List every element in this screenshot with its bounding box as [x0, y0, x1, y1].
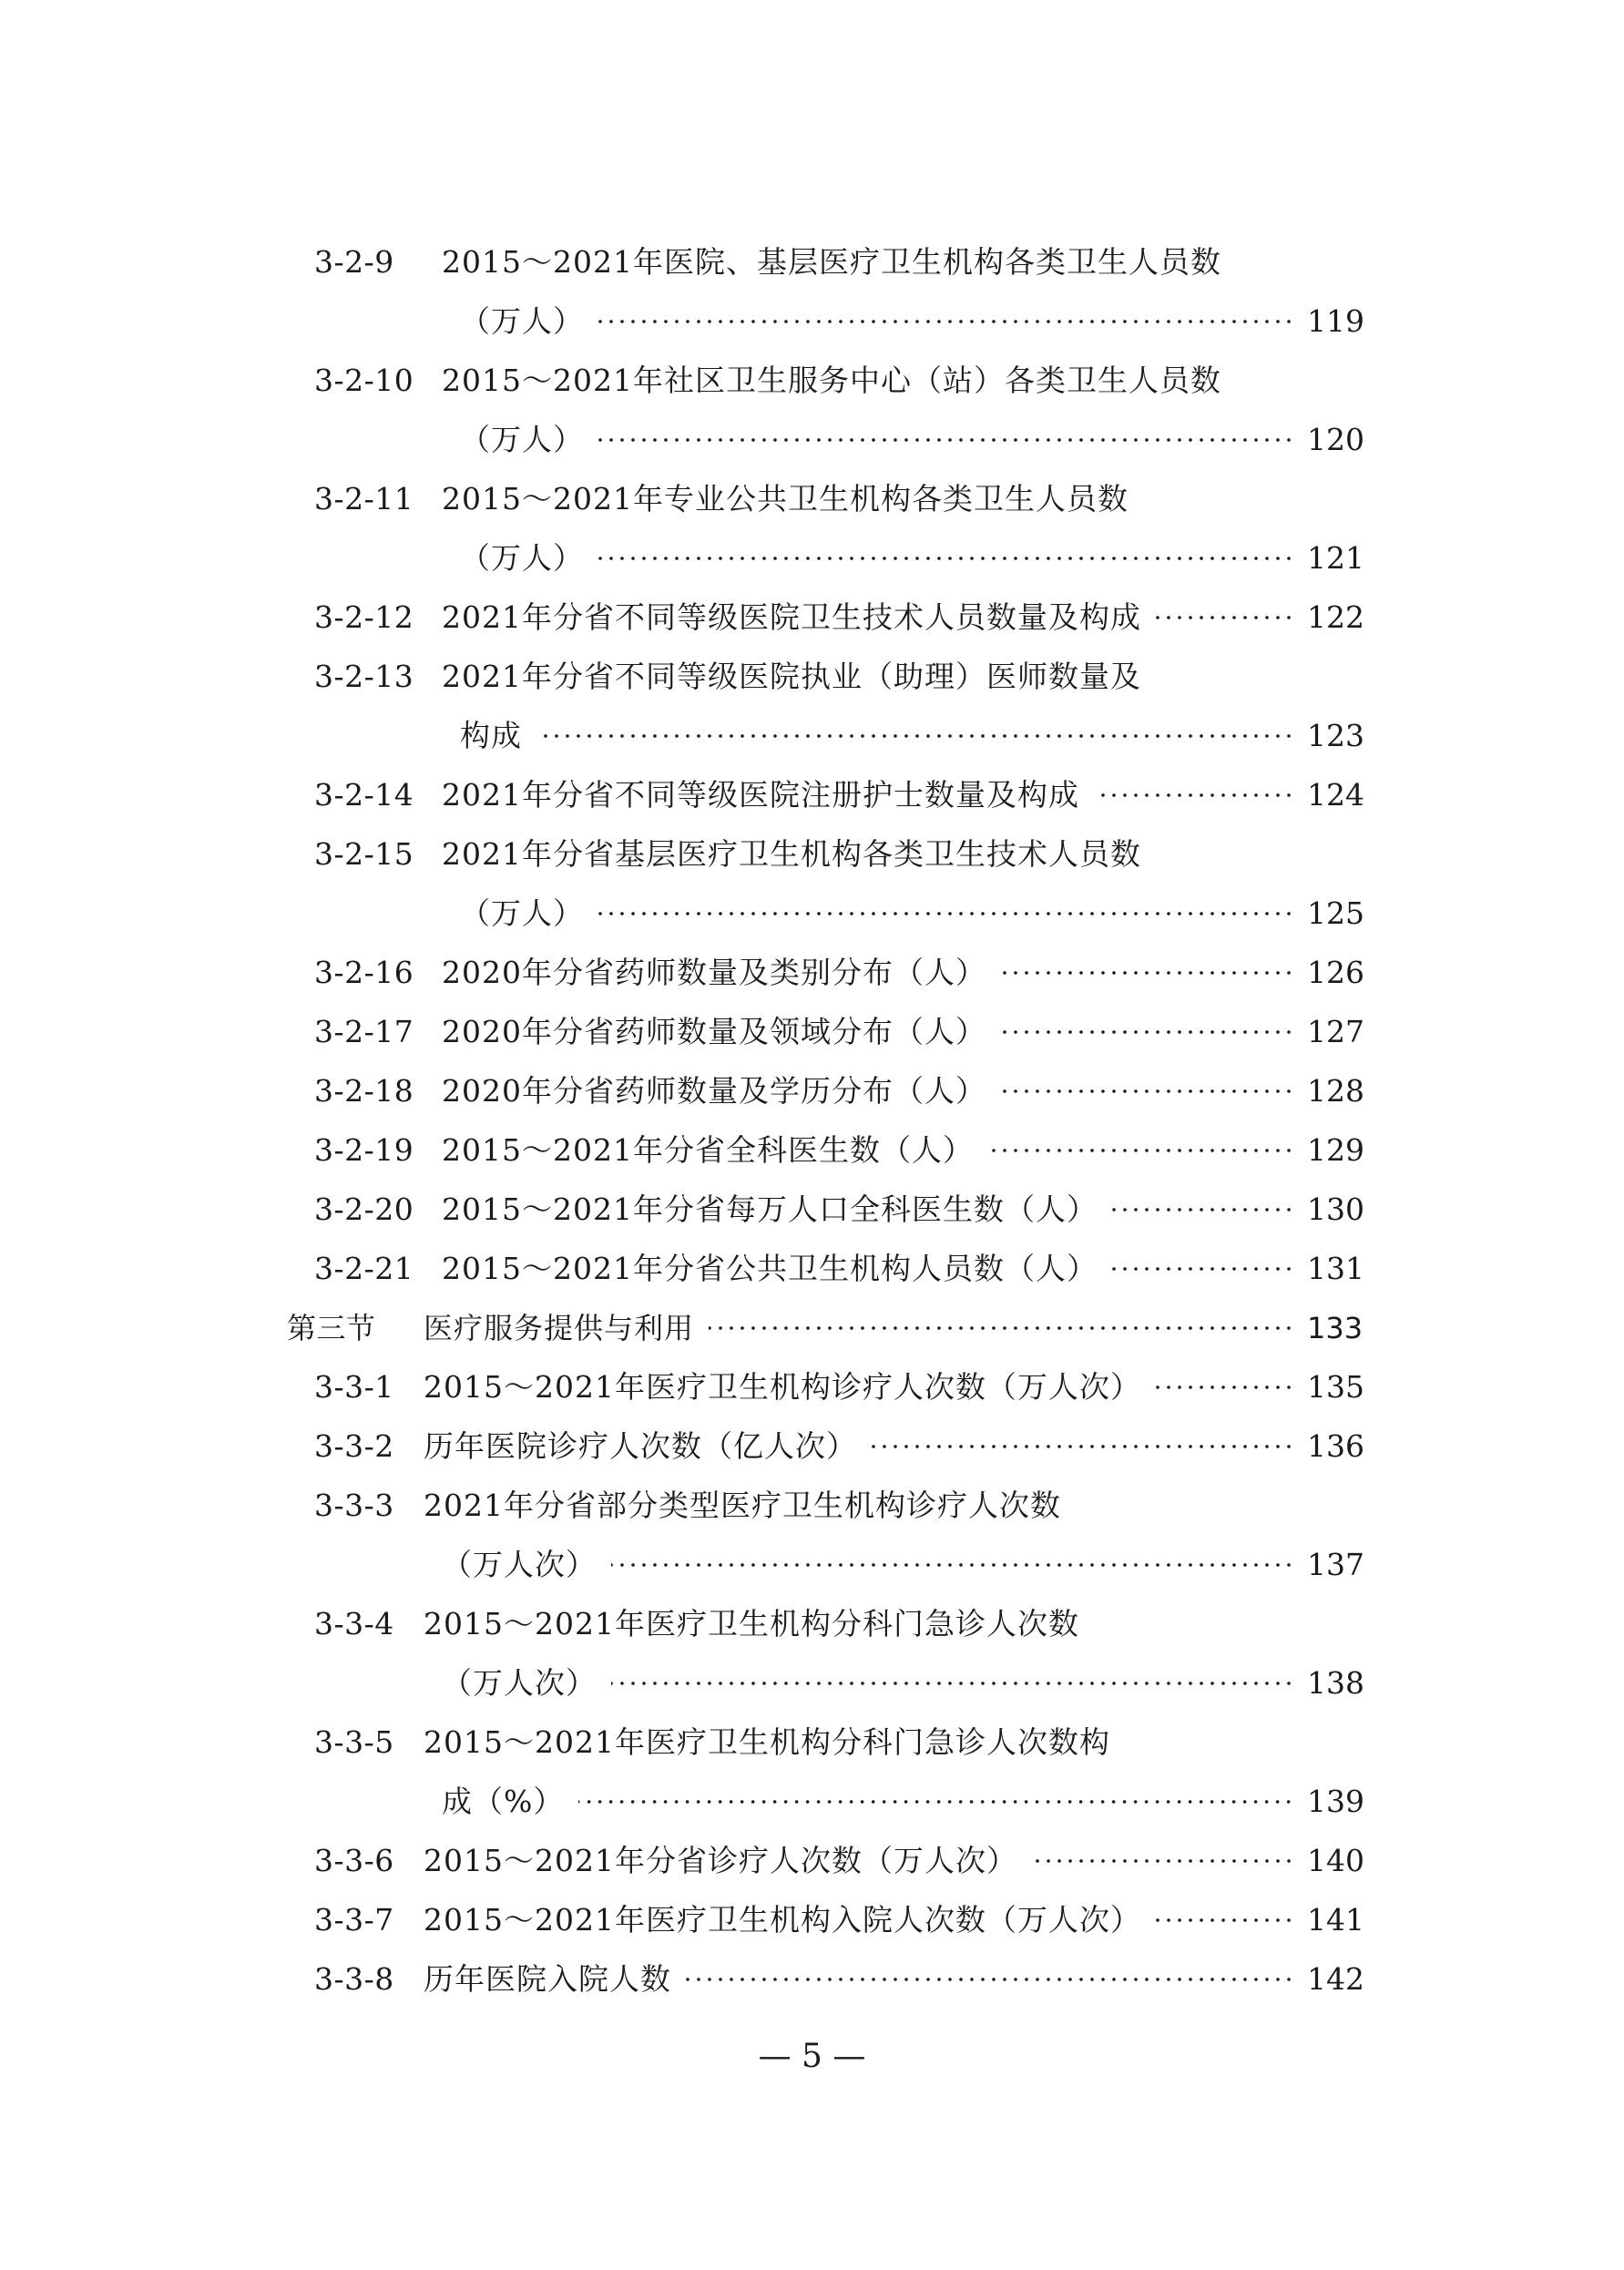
toc-entry[interactable]: [314, 1123, 1362, 1178]
toc-page-number: 140: [1307, 1843, 1364, 1878]
dot-leader: [598, 437, 1294, 443]
toc-entry-number: 3-3-2: [314, 1428, 394, 1464]
toc-entry-number: 3-2-17: [314, 1014, 414, 1049]
dot-leader: [1032, 1858, 1294, 1864]
toc-entry-title: 2015～2021年社区卫生服务中心（站）各类卫生人员数: [442, 363, 1221, 398]
toc-entry-title: 2015～2021年分省公共卫生机构人员数（人）: [442, 1251, 1098, 1286]
toc-entry[interactable]: [314, 1360, 1362, 1415]
toc-entry-title: 2021年分省基层医疗卫生机构各类卫生技术人员数: [442, 836, 1141, 872]
toc-page-number: 135: [1307, 1369, 1364, 1405]
dot-leader: [988, 1148, 1294, 1153]
toc-page-number: 130: [1307, 1191, 1364, 1227]
dot-leader: [598, 319, 1294, 324]
toc-entry-number: 3-2-18: [314, 1073, 414, 1109]
toc-entry-number: 3-2-9: [314, 244, 394, 280]
dot-leader: [1156, 1917, 1294, 1923]
toc-entry-title: 2015～2021年专业公共卫生机构各类卫生人员数: [442, 481, 1129, 516]
toc-entry-number: 3-3-6: [314, 1843, 394, 1878]
dot-leader: [598, 556, 1294, 561]
toc-entry-title: 2015～2021年医疗卫生机构入院人次数（万人次）: [424, 1902, 1141, 1938]
toc-section-heading[interactable]: [287, 1301, 1362, 1355]
toc-entry-number: 3-2-12: [314, 599, 414, 635]
dot-leader: [611, 1681, 1294, 1686]
dot-leader: [686, 1977, 1294, 1982]
toc-page-number: 139: [1307, 1784, 1364, 1819]
toc-entry-title: （万人）: [460, 540, 584, 576]
toc-entry-number: 3-2-13: [314, 659, 414, 694]
toc-entry-title: 成（%）: [442, 1784, 565, 1819]
toc-entry[interactable]: [314, 649, 1362, 704]
toc-entry-continuation[interactable]: [314, 294, 1362, 349]
dot-leader: [872, 1444, 1294, 1449]
toc-entry-title: 2021年分省不同等级医院卫生技术人员数量及构成: [442, 599, 1141, 635]
toc-entry-number: 3-2-15: [314, 836, 414, 872]
toc-entry[interactable]: [314, 1064, 1362, 1119]
toc-page-number: 138: [1307, 1665, 1364, 1701]
dot-leader: [1001, 1029, 1294, 1035]
toc-page-number: 127: [1307, 1014, 1364, 1049]
dot-leader: [578, 1799, 1294, 1805]
toc-entry-number: 3-2-19: [314, 1132, 414, 1168]
toc-entry-continuation[interactable]: [314, 1656, 1362, 1711]
toc-entry[interactable]: [314, 946, 1362, 1000]
toc-entry-number: 3-3-7: [314, 1902, 394, 1938]
toc-entry-number: 第三节: [287, 1311, 376, 1345]
toc-entry-number: 3-2-11: [314, 481, 414, 516]
toc-page-number: 124: [1307, 777, 1364, 813]
toc-entry-number: 3-3-3: [314, 1488, 394, 1523]
toc-entry-title: 2021年分省部分类型医疗卫生机构诊疗人次数: [424, 1488, 1061, 1523]
toc-page-number: 120: [1307, 422, 1364, 457]
dot-leader: [1001, 970, 1294, 976]
toc-entry-title: （万人）: [460, 422, 584, 457]
toc-page-number: 126: [1307, 955, 1364, 990]
toc-page-number: 122: [1307, 599, 1364, 635]
dot-leader: [1112, 1266, 1294, 1272]
toc-entry[interactable]: [314, 1952, 1362, 2007]
toc-entry[interactable]: [314, 1715, 1362, 1770]
toc-page-number: 129: [1307, 1132, 1364, 1168]
toc-entry-title: 2015～2021年分省全科医生数（人）: [442, 1132, 974, 1168]
toc-entry-title: 2020年分省药师数量及领域分布（人）: [442, 1014, 986, 1049]
toc-entry-continuation[interactable]: [314, 531, 1362, 586]
toc-entry-number: 3-3-8: [314, 1961, 394, 1997]
toc-page-number: 131: [1307, 1251, 1364, 1286]
toc-entry-title: （万人）: [460, 303, 584, 339]
toc-entry[interactable]: [314, 1182, 1362, 1237]
dot-leader: [611, 1562, 1294, 1568]
toc-page-number: 123: [1307, 718, 1364, 753]
toc-entry-title: （万人次）: [442, 1665, 597, 1701]
toc-entry-continuation[interactable]: [314, 886, 1362, 941]
toc-entry[interactable]: [314, 353, 1362, 408]
toc-entry-number: 3-3-4: [314, 1606, 394, 1641]
toc-entry-title: 2015～2021年分省每万人口全科医生数（人）: [442, 1191, 1098, 1227]
toc-page-number: 119: [1307, 303, 1364, 339]
toc-entry[interactable]: [314, 472, 1362, 527]
toc-entry[interactable]: [314, 235, 1362, 290]
toc-entry-title: 2015～2021年医疗卫生机构分科门急诊人次数构: [424, 1724, 1110, 1760]
toc-page-number: 133: [1307, 1311, 1364, 1345]
toc-entry-title: 构成: [460, 718, 522, 753]
toc-entry[interactable]: [314, 1597, 1362, 1651]
toc-entry-title: 2015～2021年医疗卫生机构分科门急诊人次数: [424, 1606, 1079, 1641]
toc-entry[interactable]: [314, 1834, 1362, 1888]
toc-page-number: 141: [1307, 1902, 1364, 1938]
toc-page-number: 142: [1307, 1961, 1364, 1997]
toc-entry-number: 3-2-14: [314, 777, 414, 813]
toc-entry-number: 3-2-20: [314, 1191, 414, 1227]
toc-entry-number: 3-3-5: [314, 1724, 394, 1760]
toc-entry-number: 3-2-21: [314, 1251, 414, 1286]
toc-entry-title: 2015～2021年分省诊疗人次数（万人次）: [424, 1843, 1017, 1878]
toc-entry-number: 3-2-16: [314, 955, 414, 990]
dot-leader: [1112, 1207, 1294, 1212]
toc-entry-continuation[interactable]: [314, 413, 1362, 467]
toc-entry-continuation[interactable]: [314, 1538, 1362, 1592]
toc-entry-title: 2015～2021年医疗卫生机构诊疗人次数（万人次）: [424, 1369, 1141, 1405]
toc-entry-number: 3-2-10: [314, 363, 414, 398]
dot-leader: [709, 1325, 1294, 1331]
toc-entry-number: 3-3-1: [314, 1369, 394, 1405]
toc-entry-title: 2021年分省不同等级医院注册护士数量及构成: [442, 777, 1079, 813]
toc-page-number: 136: [1307, 1428, 1364, 1464]
toc-entry-title: （万人）: [460, 895, 584, 931]
page-number-footer: — 5 —: [758, 2038, 866, 2075]
toc-entry[interactable]: [314, 590, 1362, 645]
toc-entry[interactable]: [314, 1419, 1362, 1474]
toc-entry-title: 2021年分省不同等级医院执业（助理）医师数量及: [442, 659, 1141, 694]
toc-entry-title: 医疗服务提供与利用: [424, 1311, 695, 1345]
dot-leader: [536, 733, 1294, 739]
toc-entry[interactable]: [314, 1893, 1362, 1948]
toc-entry[interactable]: [314, 827, 1362, 882]
dot-leader: [1156, 615, 1294, 620]
toc-page-number: 121: [1307, 540, 1364, 576]
toc-entry-continuation[interactable]: [314, 709, 1362, 763]
toc-entry[interactable]: [314, 1005, 1362, 1059]
dot-leader: [598, 911, 1294, 916]
toc-entry-title: 2020年分省药师数量及类别分布（人）: [442, 955, 986, 990]
toc-entry-title: 2020年分省药师数量及学历分布（人）: [442, 1073, 986, 1109]
toc-entry[interactable]: [314, 768, 1362, 823]
toc-entry-title: （万人次）: [442, 1547, 597, 1582]
toc-entry[interactable]: [314, 1478, 1362, 1533]
dot-leader: [1094, 792, 1294, 798]
toc-entry-title: 历年医院诊疗人次数（亿人次）: [424, 1428, 857, 1464]
toc-entry[interactable]: [314, 1242, 1362, 1296]
toc-page-number: 137: [1307, 1547, 1364, 1582]
toc-entry-title: 历年医院入院人数: [424, 1961, 671, 1997]
dot-leader: [1001, 1089, 1294, 1094]
toc-entry-title: 2015～2021年医院、基层医疗卫生机构各类卫生人员数: [442, 244, 1221, 280]
toc-page-number: 128: [1307, 1073, 1364, 1109]
toc-entry-continuation[interactable]: [314, 1774, 1362, 1829]
dot-leader: [1156, 1385, 1294, 1390]
toc-page-number: 125: [1307, 895, 1364, 931]
